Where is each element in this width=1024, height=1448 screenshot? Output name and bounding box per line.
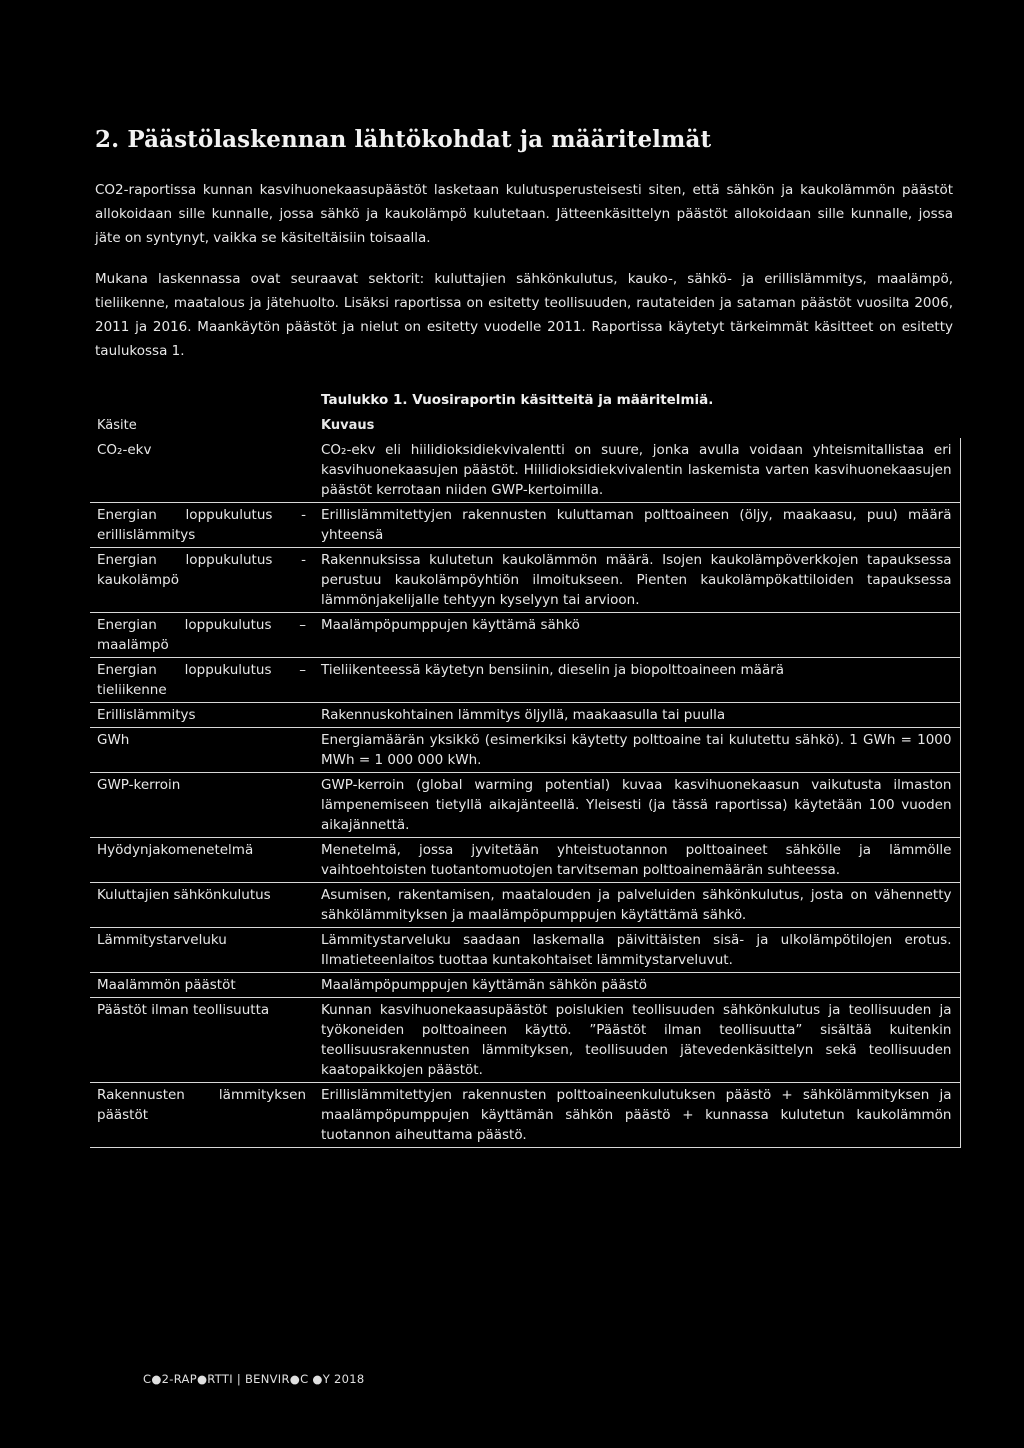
table-row [90,998,960,1083]
term-cell: Rakennusten lämmityksen päästöt [90,1083,314,1148]
table-row [90,658,960,703]
term-cell: Hyödynjakomenetelmä [90,838,314,883]
table-row [90,773,960,838]
description-cell: Rakennuksissa kulutetun kaukolämmön määrä. Isojen kaukolämpöverkkojen tapauksessa perustuu kaukolämpöyhtiön ilmoitukseen. Pienten kaukolämpökattiloiden tapauksessa lämmönjakelijalle tehtyyn kyselyyn tai arvioon. [314,548,960,613]
table-row [90,1083,960,1148]
table-header-row [90,414,960,438]
header-description: Kuvaus [321,418,375,433]
intro-paragraph-2: Mukana laskennassa ovat seuraavat sektorit: kuluttajien sähkönkulutus, kauko-, sähkö- ja erillislämmitys, maalämpö, tieliikenne, maatalous ja jätehuolto. Lisäksi raportissa on esitetty teollisuuden, rautateiden ja sataman päästöt vuosilta 2006, 2011 ja 2016. Maankäytön päästöt ja nielut on esitetty vuodelle 2011. Raportissa käytetyt tärkeimmät käsitteet on esitetty taulukossa 1. [95,271,953,359]
term-cell: Erillislämmitys [90,703,314,728]
table-row [90,438,960,503]
description-cell: Rakennuskohtainen lämmitys öljyllä, maakaasulla tai puulla [314,703,960,728]
term-cell: GWP-kerroin [90,773,314,838]
definitions-table [90,414,961,1148]
term-cell: Energian loppukulutus - erillislämmitys [90,503,314,548]
term-cell: Energian loppukulutus – maalämpö [90,613,314,658]
table-caption: Taulukko 1. Vuosiraportin käsitteitä ja määritelmiä. [321,392,714,408]
description-cell: Lämmitystarveluku saadaan laskemalla päivittäisten sisä- ja ulkolämpötilojen erotus. Ilmatieteenlaitos tuottaa kuntakohtaiset lämmitystarveluvut. [314,928,960,973]
table-row [90,973,960,998]
table-row [90,503,960,548]
description-cell: Maalämpöpumppujen käyttämän sähkön päästö [314,973,960,998]
description-cell: Erillislämmitettyjen rakennusten kuluttaman polttoaineen (öljy, maakaasu, puu) määrä yhteensä [314,503,960,548]
term-cell: Energian loppukulutus – tieliikenne [90,658,314,703]
description-cell: Maalämpöpumppujen käyttämä sähkö [314,613,960,658]
description-cell: GWP-kerroin (global warming potential) kuvaa kasvihuonekaasun vaikutusta ilmaston lämpenemiseen tietyllä aikajänteellä. Yleisesti (ja tässä raportissa) käytetään 100 vuoden aikajännettä. [314,773,960,838]
table-row [90,883,960,928]
table-row [90,548,960,613]
term-cell: CO₂-ekv [90,438,314,503]
term-cell: Energian loppukulutus - kaukolämpö [90,548,314,613]
term-cell: Päästöt ilman teollisuutta [90,998,314,1083]
description-cell: Asumisen, rakentamisen, maatalouden ja palveluiden sähkönkulutus, josta on vähennetty sähkölämmityksen ja maalämpöpumppujen käytättämä sähkö. [314,883,960,928]
definitions-body [90,438,960,1148]
section-heading: 2. Päästölaskennan lähtökohdat ja määritelmät [95,126,712,153]
table-row [90,703,960,728]
description-cell: Erillislämmitettyjen rakennusten polttoaineenkulutuksen päästö + sähkölämmityksen ja maalämpöpumppujen käyttämän sähkön päästö + kunnassa kulutetun kaukolämmön tuotannon aiheuttama päästö. [314,1083,960,1148]
description-cell: Energiamäärän yksikkö (esimerkiksi käytetty polttoaine tai kulutettu sähkö). 1 GWh = 1000 MWh = 1 000 000 kWh. [314,728,960,773]
table-row [90,838,960,883]
term-cell: Maalämmön päästöt [90,973,314,998]
table-row [90,928,960,973]
term-cell: Lämmitystarveluku [90,928,314,973]
table-row [90,613,960,658]
description-cell: Menetelmä, jossa jyvitetään yhteistuotannon polttoaineet sähkölle ja lämmölle vaihtoehtoisten tuotantomuotojen tarvitseman polttoainemäärän suhteessa. [314,838,960,883]
description-cell: Kunnan kasvihuonekaasupäästöt poislukien teollisuuden sähkönkulutus ja teollisuuden ja työkoneiden polttoaineen käyttö. ”Päästöt ilman teollisuutta” sisältää kuitenkin teollisuusrakennusten lämmityksen, teollisuuden jätevedenkäsittelyn sekä teollisuuden kaatopaikkojen päästöt. [314,998,960,1083]
term-cell: GWh [90,728,314,773]
description-cell: CO₂-ekv eli hiilidioksidiekvivalentti on suure, jonka avulla voidaan yhteismitallistaa eri kasvihuonekaasujen päästöt. Hiilidioksidiekvivalentin laskemista varten kasvihuonekaasujen päästöt kerrotaan niiden GWP-kertoimilla. [314,438,960,503]
header-term: Käsite [97,418,137,433]
term-cell: Kuluttajien sähkönkulutus [90,883,314,928]
table-row [90,728,960,773]
intro-paragraph-1: CO2-raportissa kunnan kasvihuonekaasupäästöt lasketaan kulutusperusteisesti siten, että sähkön ja kaukolämmön päästöt allokoidaan sille kunnalle, jossa sähkö ja kaukolämpö kulutetaan. Jätteenkäsittelyn päästöt allokoidaan sille kunnalle, jossa jäte on syntynyt, vaikka se käsiteltäisiin toisaalla. [95,182,953,246]
page-footer: C●2-RAP●RTTI | BENVIR●C ●Y 2018 [143,1372,365,1386]
description-cell: Tieliikenteessä käytetyn bensiinin, dieselin ja biopolttoaineen määrä [314,658,960,703]
